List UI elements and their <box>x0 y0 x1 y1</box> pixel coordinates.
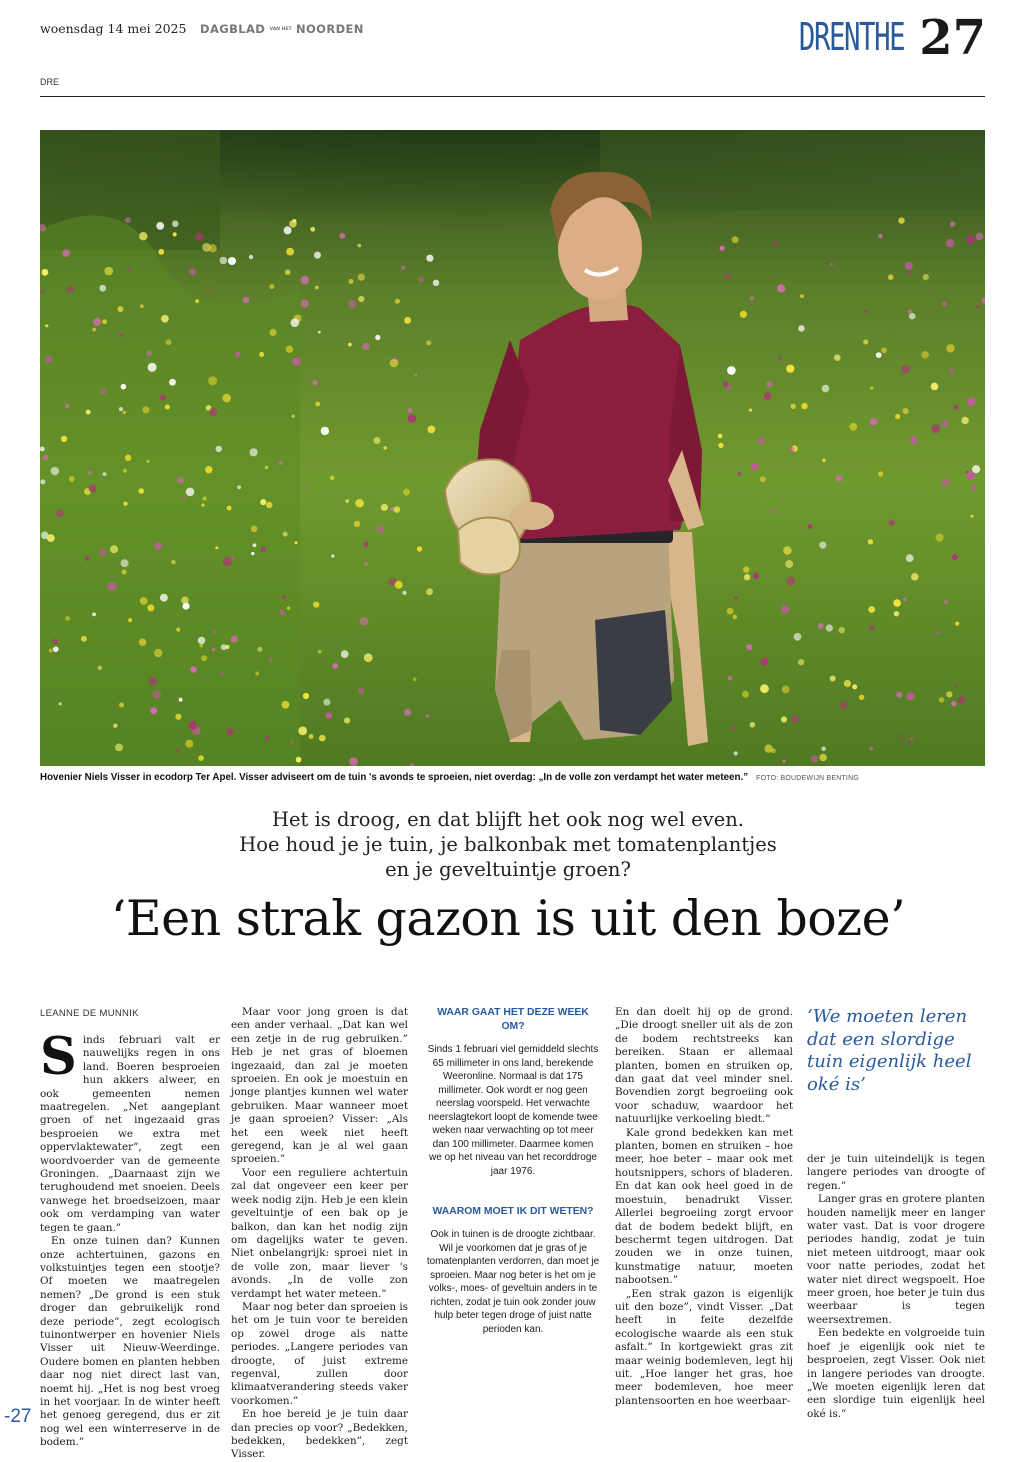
sidebar-text-2: Ook in tuinen is de droogte zichtbaar. Wil je voorkomen dat je gras of je tomatenplanten verdorren, dan moet je sproeien. Maar nog beter is het om je volks-, moes- of geveltuin anders in te richten, zodat je tuin ook zonder jouw hulp beter tegen droge of juist natte perioden kan. <box>426 1229 600 1335</box>
article-column-1 <box>40 1027 220 1450</box>
photo-caption <box>40 772 985 783</box>
edition-code: DRE <box>40 77 60 87</box>
article-headline: ‘Een strak gazon is uit den boze’ <box>110 890 906 947</box>
byline: LEANNE DE MUNNIK <box>40 1008 139 1019</box>
page-marker: -27 <box>4 1406 32 1427</box>
info-sidebar <box>425 1006 601 1363</box>
intro-line-2: Hoe houd je je tuin, je balkonbak met tomatenplantjes <box>239 833 777 856</box>
paragraph: Maar voor jong groen is dat een ander verhaal. „Dat kan wel een zetje in de rug gebruiken.” Heb je net gras of bloemen ingezaaid, dan zal je moeten sproeien. En ook je moestuin en jonge plantjes kunnen wel water gebruiken. Maar wanneer moet je gaan sproeien? Visser: „Als het een week niet heeft geregend, kan je al wel gaan sproeien.” <box>231 1006 408 1166</box>
section-title: DRENTHE <box>798 15 904 59</box>
pull-quote: ‘We moeten leren dat een slordige tuin eigenlijk heel oké is’ <box>807 1006 972 1095</box>
logo-word-1: DAGBLAD <box>200 22 266 36</box>
photo-credit: FOTO: BOUDEWIJN BENTING <box>756 775 859 782</box>
main-photo <box>40 130 985 766</box>
logo-word-2: NOORDEN <box>295 22 364 36</box>
paragraph: Langer gras en grotere planten houden namelijk meer en langer water vast. Dat is voor drogere periodes handig, zodat je tuin niet meteen uitdroogt, maar ook voor natte periodes, zodat het water niet direct wegspoelt. Hoe meer groen, hoe beter je tuin dus weerbaar is tegen weersextremen. <box>807 1193 985 1326</box>
sidebar-heading-2: WAAROM MOET IK DIT WETEN? <box>432 1206 594 1217</box>
paragraph: Sinds februari valt er nauwelijks regen in ons land. Boeren besproeien hun akkers alweer, en ook gemeenten nemen maatregelen. „Net aangeplant groen of net ingezaaid gras besproeien we extra met oppervlaktewater”, zegt een woordvoerder van de gemeente Groningen. „Daarnaast zijn we terughoudend met snoeien. Deels vanwege het broedseizoen, maar ook om verdamping van water tegen te gaan.” <box>40 1027 220 1234</box>
paragraph: Maar nog beter dan sproeien is het om je tuin voor te bereiden op zowel droge als natte periodes. „Langere periodes van droogte, of juist extreme regenval, zullen door klimaatverandering steeds vaker voorkomen.” <box>231 1300 408 1407</box>
intro-line-3: en je geveltuintje groen? <box>385 858 631 881</box>
page-number: 27 <box>919 10 986 66</box>
newspaper-logo <box>200 22 364 36</box>
header-divider <box>40 96 985 97</box>
paragraph: Kale grond bedekken kan met planten, bomen en struiken – hoe meer, hoe beter – maar ook met houtsnippers, schors of bladeren. En dat kan ook heel goed in de moestuin, benadrukt Visser. Allerlei begroeiing zorgt ervoor dat de bodem bedekt blijft, en beschermt tegen uitdrogen. Dat zouden we in onze tuinen, kunstmatige natuur, moeten nabootsen.” <box>615 1126 793 1287</box>
caption-text: Hovenier Niels Visser in ecodorp Ter Apel. Visser adviseert om de tuin 's avonds te sproeien, niet overdag: „In de volle zon verdampt het water meteen.” <box>40 772 749 783</box>
article-column-2 <box>231 1006 408 1462</box>
sidebar-text-1: Sinds 1 februari viel gemiddeld slechts 65 millimeter in ons land, berekende Weeronline. Normaal is dat 175 millimeter. Ook wordt er nog geen neerslag voorspeld. Het verwachte neerslagtekort loopt de komende twee weken naar verwachting op tot meer dan 100 millimeter. Daarmee komen we op het niveau van het recorddroge jaar 1976. <box>427 1044 599 1177</box>
article-column-4 <box>615 1006 793 1408</box>
paragraph: „Een strak gazon is eigenlijk uit den boze”, vindt Visser. „Dat heeft in feite dezelfde ecologische waarde als een stuk asfalt.” In kortgewiekt gras zit maar weinig bodemleven, legt hij uit. „Hoe langer het gras, hoe meer bodemleven, hoe meer plantensoorten en hoe weerbaar- <box>615 1287 793 1407</box>
paragraph: Een bedekte en volgroeide tuin hoef je eigenlijk ook niet te besproeien, zegt Visser. Ook niet in langere periodes van droogte. „We moeten eigenlijk leren dat een slordige tuin eigenlijk heel oké is.” <box>807 1327 985 1420</box>
issue-date: woensdag 14 mei 2025 <box>40 21 187 36</box>
gardener-in-meadow-illustration <box>40 130 985 766</box>
intro-line-1: Het is droog, en dat blijft het ook nog wel even. <box>271 808 744 831</box>
paragraph: der je tuin uiteindelijk is tegen langere periodes van droogte of regen.” <box>807 1153 985 1192</box>
paragraph: En hoe bereid je je tuin daar dan precies op voor? „Bedekken, bedekken, bedekken”, zegt Visser. <box>231 1408 408 1461</box>
paragraph: En dan doelt hij op de grond. „Die droogt sneller uit als de zon de bodem rechtstreeks kan bereiken. Staan er allemaal planten, bomen en struiken op, dan gaat dat veel minder snel. Bovendien zorgt begroeiing ook voor schaduw, waardoor het natuurlijke verkoeling biedt.” <box>615 1006 793 1126</box>
paragraph: Voor een reguliere achtertuin zal dat ongeveer een keer per week nodig zijn. Heb je een klein geveltuintje of een bak op je balkon, dan kan het nodig zijn om dagelijks water te geven. Niet onbelangrijk: sproei niet in de volle zon, maar liever 's avonds. „In de volle zon verdampt het water meteen.” <box>231 1166 408 1300</box>
sidebar-heading-1: WAAR GAAT HET DEZE WEEK OM? <box>437 1007 589 1032</box>
logo-word-small: VAN HET <box>269 27 292 32</box>
paragraph: En onze tuinen dan? Kunnen onze achtertuinen, gazons en volkstuintjes tegen een stootje? Of moeten we maatregelen nemen? „De grond is een stuk droger dan gebruikelijk rond deze periode”, zegt ecologisch tuinontwerper en hovenier Niels Visser uit Nieuw-Weerdinge. Oudere bomen en planten hebben daar nog niet direct last van, noemt hij. „Het is nog best vroeg in het voorjaar. In de winter heeft het genoeg geregend, dus er zit nog wel een winterreserve in de bodem.” <box>40 1235 220 1449</box>
drop-cap: S <box>40 1027 77 1087</box>
intro-lead <box>0 807 1016 882</box>
article-column-5 <box>807 1153 985 1421</box>
